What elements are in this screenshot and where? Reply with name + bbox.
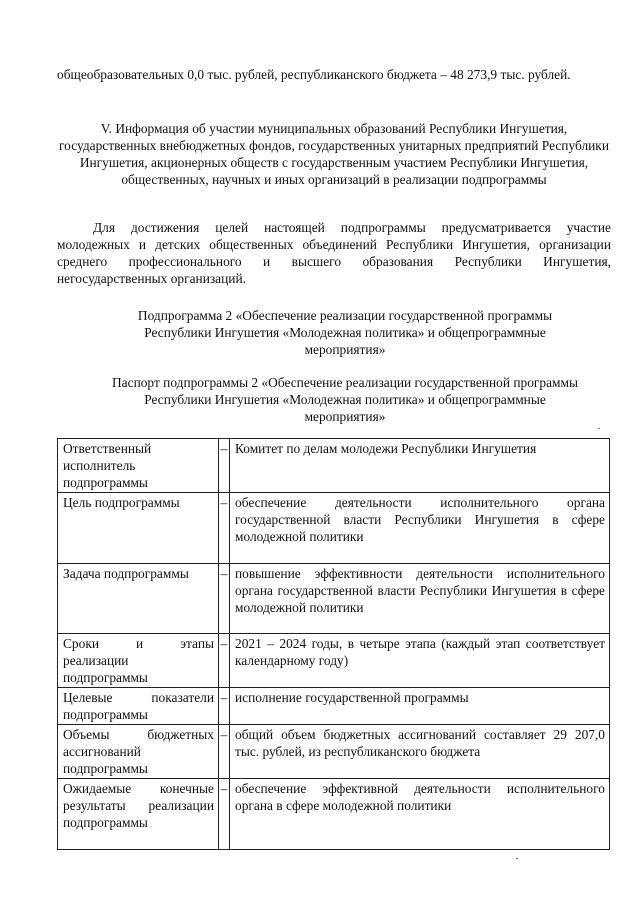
row-label: Объемы бюджетных ассигнований подпрограммы [58,725,219,779]
scan-speck [598,428,600,429]
table-row [58,564,610,634]
row-value: обеспечение эффективной деятельности исполнительного органа в сфере молодежной политики [230,779,610,850]
table-row [58,439,610,493]
table-row [58,725,610,779]
row-value: исполнение государственной программы [230,688,610,725]
row-value: 2021 – 2024 годы, в четыре этапа (каждый этап соответствует календарному году) [230,634,610,688]
section-v-heading: V. Информация об участии муниципальных образований Республики Ингушетия, государственных внебюджетных фондов, государственных унитарных предприятий Республики Ингушетия, акционерных обществ с государственным участием Республики Ингушетия, общественных, научных и иных организаций в реализации подпрограммы [59,121,609,187]
row-dash: – [219,634,230,688]
row-dash: – [219,564,230,634]
row-label: Ответственный исполнитель подпрограммы [58,439,219,493]
passport-heading: Паспорт подпрограммы 2 «Обеспечение реализации государственной программы Республики Ингушетия «Молодежная политика» и общепрограммные мероприятия» [112,375,578,424]
passport-table [57,438,610,850]
scan-speck [516,858,518,859]
row-value: обеспечение деятельности исполнительного органа государственной власти Республики Ингушетия в сфере молодежной политики [230,493,610,564]
row-label: Цель подпрограммы [58,493,219,564]
row-label: Ожидаемые конечные результаты реализации подпрограммы [58,779,219,850]
table-row [58,493,610,564]
row-dash: – [219,439,230,493]
row-value: Комитет по делам молодежи Республики Ингушетия [230,439,610,493]
row-label: Сроки и этапы реализации подпрограммы [58,634,219,688]
row-value: повышение эффективности деятельности исполнительного органа государственной власти Республики Ингушетия в сфере молодежной политики [230,564,610,634]
table-row [58,634,610,688]
table-row [58,688,610,725]
row-value: общий объем бюджетных ассигнований составляет 29 207,0 тыс. рублей, из республиканского бюджета [230,725,610,779]
row-label: Задача подпрограммы [58,564,219,634]
subprogram-heading: Подпрограмма 2 «Обеспечение реализации государственной программы Республики Ингушетия «Молодежная политика» и общепрограммные мероприятия» [137,308,553,357]
top-paragraph: общеобразовательных 0,0 тыс. рублей, республиканского бюджета – 48 273,9 тыс. рублей. [57,67,571,82]
row-dash: – [219,779,230,850]
row-dash: – [219,493,230,564]
row-label: Целевые показатели подпрограммы [58,688,219,725]
row-dash: – [219,725,230,779]
table-row [58,779,610,850]
row-dash: – [219,688,230,725]
section-v-paragraph: Для достижения целей настоящей подпрограммы предусматривается участие молодежных и детских общественных объединений Республики Ингушетия, организации среднего профессионального и высшего образования Республики Ингушетия, негосударственных организаций. [57,220,611,286]
